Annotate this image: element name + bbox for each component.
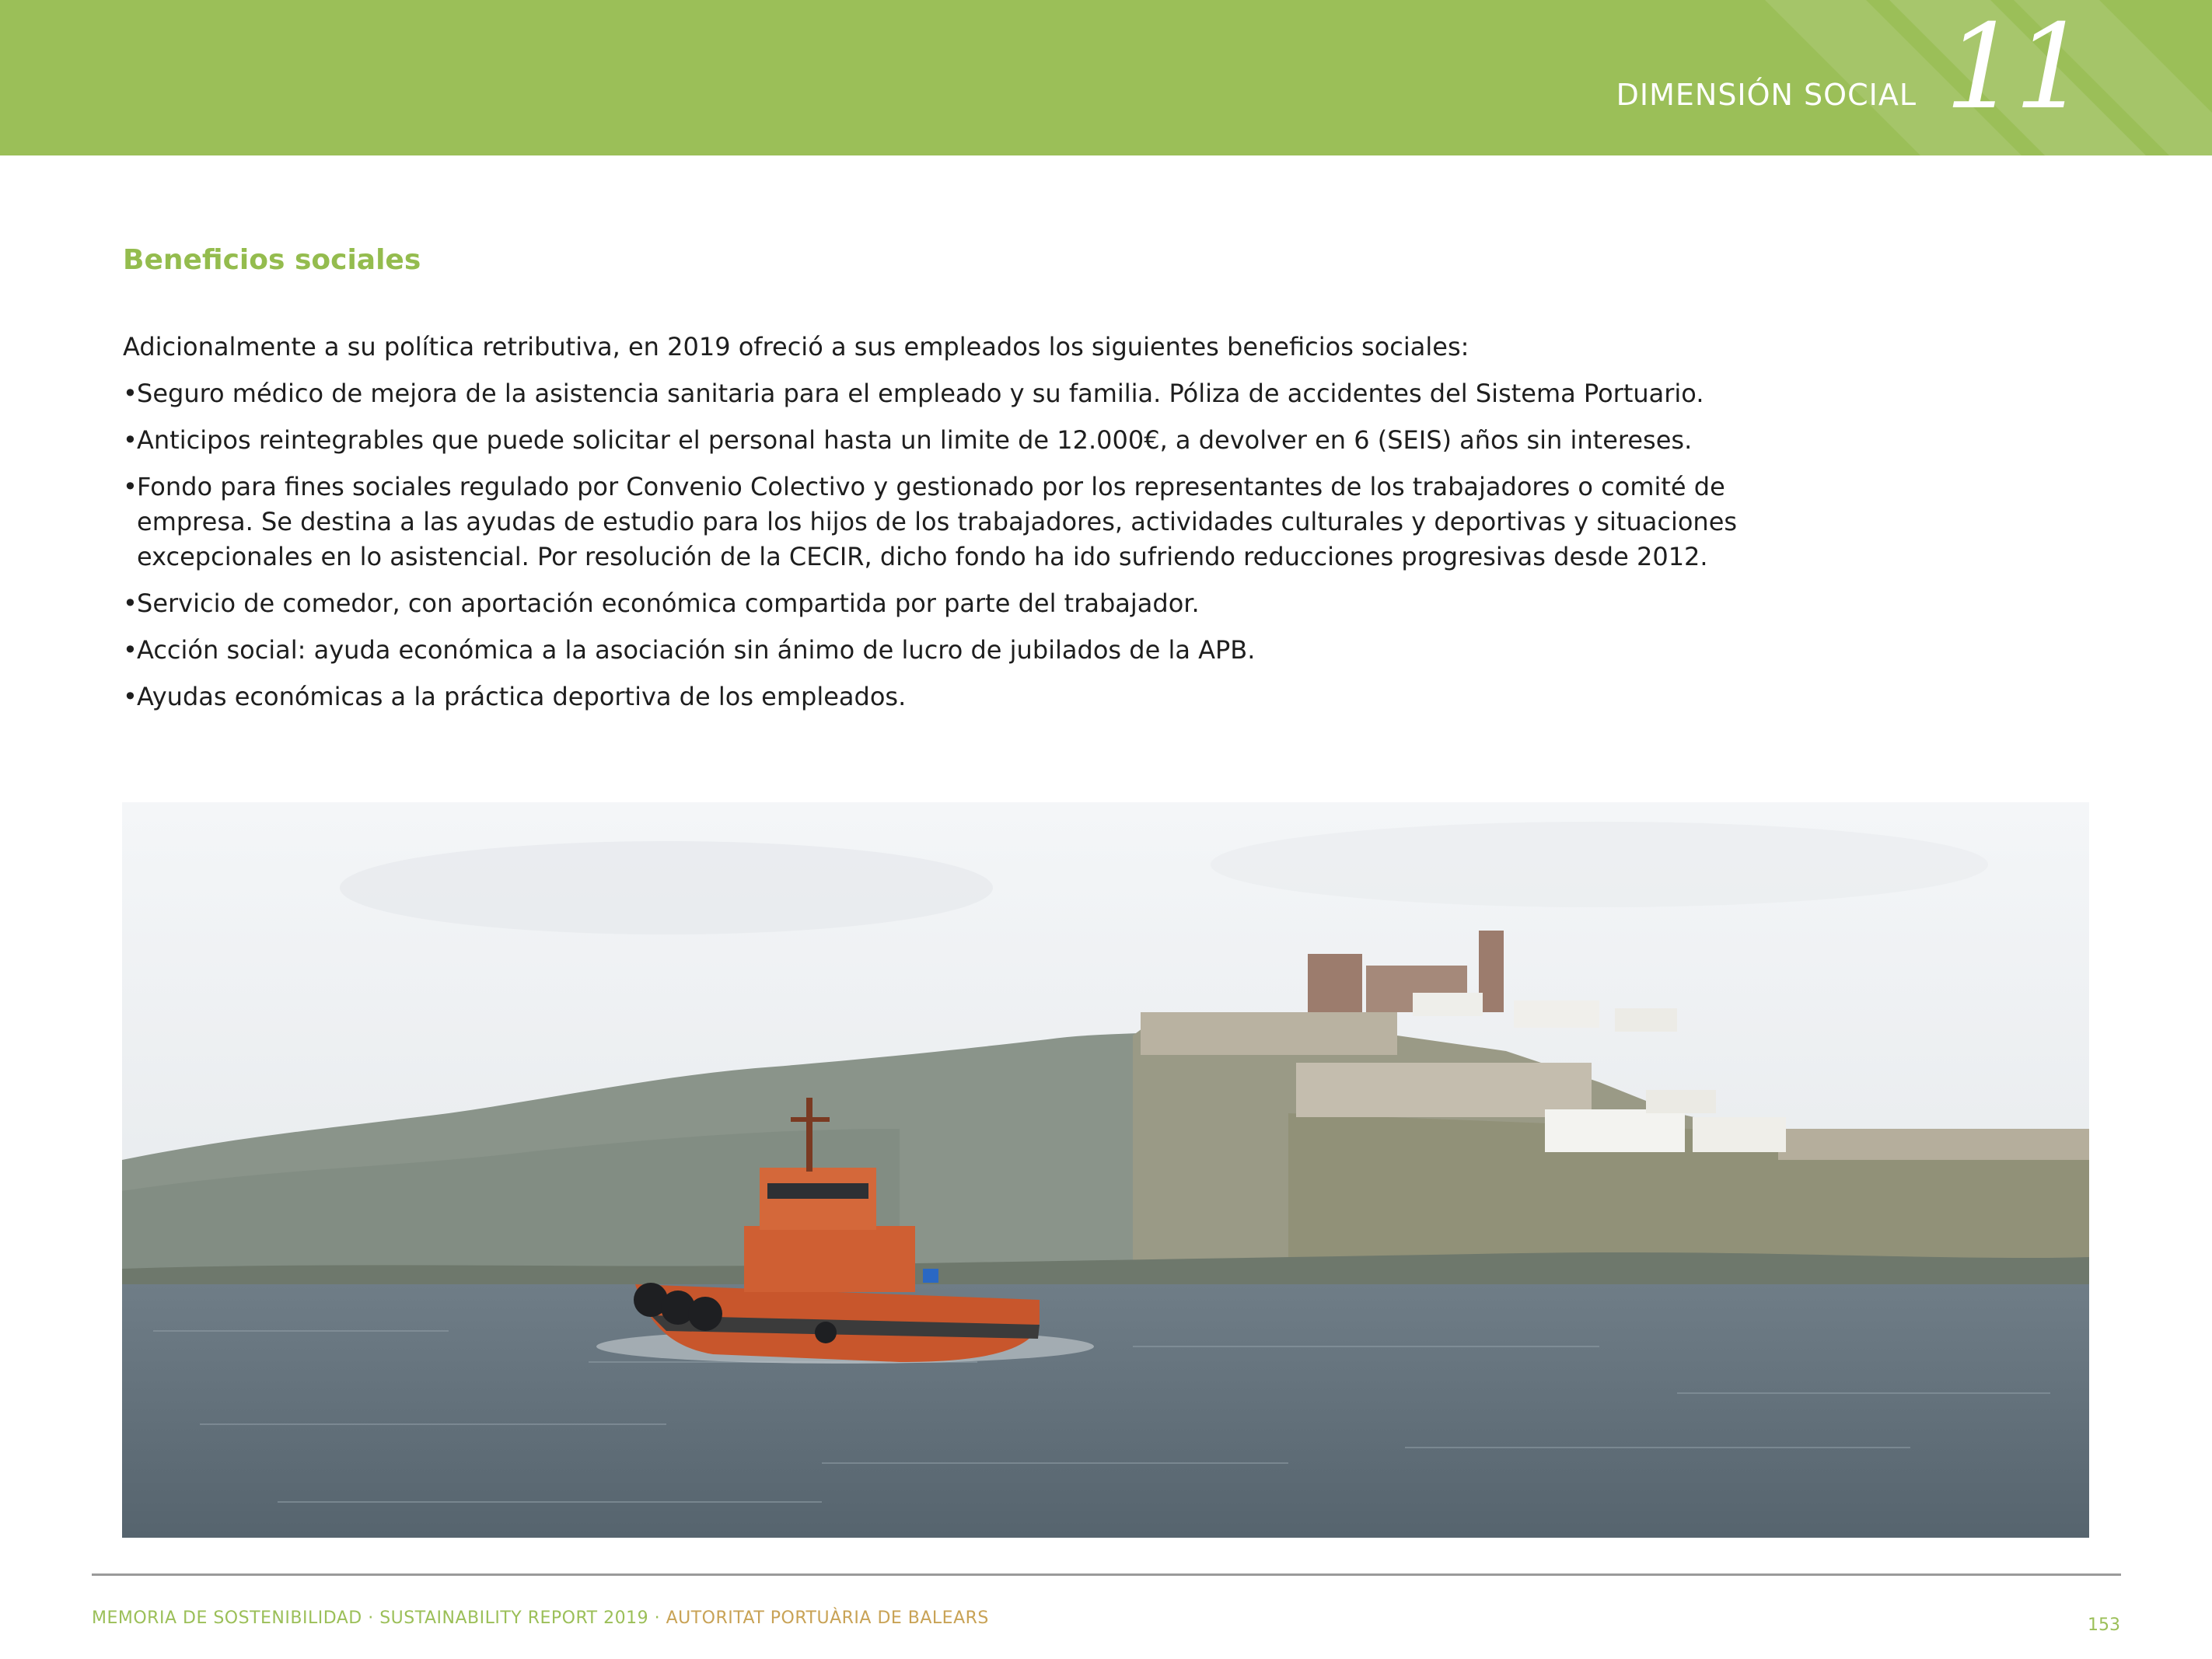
list-item: • Anticipos reintegrables que puede solicitar el personal hasta un limite de 12.000€, a devolver en 6 (SEIS) años sin intereses. — [123, 423, 1771, 458]
footer-divider — [92, 1573, 2121, 1576]
header-band — [0, 0, 2212, 155]
section-title: DIMENSIÓN SOCIAL — [1616, 78, 1917, 112]
footer-text — [92, 1608, 989, 1628]
footer-organization: AUTORITAT PORTUÀRIA DE BALEARS — [666, 1608, 989, 1628]
list-item: • Seguro médico de mejora de la asistencia sanitaria para el empleado y su familia. Póliza de accidentes del Sistema Portuario. — [123, 376, 1771, 411]
list-item: • Servicio de comedor, con aportación económica compartida por parte del trabajador. — [123, 586, 1771, 621]
chapter-number: 11 — [1945, 0, 2084, 135]
harbor-photo — [122, 802, 2089, 1538]
list-item: • Acción social: ayuda económica a la asociación sin ánimo de lucro de jubilados de la APB. — [123, 633, 1771, 668]
section-heading: Beneficios sociales — [123, 244, 421, 276]
list-item: • Ayudas económicas a la práctica deportiva de los empleados. — [123, 679, 1771, 714]
list-item: • Fondo para fines sociales regulado por Convenio Colectivo y gestionado por los representantes de los trabajadores o comité de empresa. Se destina a las ayudas de estudio para los hijos de los trabajadores, actividades culturales y deportivas y situaciones excepcionales en lo asistencial. Por resolución de la CECIR, dicho fondo ha ido sufriendo reducciones progresivas desde 2012. — [123, 470, 1771, 575]
page-number: 153 — [2088, 1615, 2120, 1635]
benefits-list — [123, 376, 1771, 726]
tugboat-harbor-illustration — [122, 802, 2089, 1538]
footer-report-title: MEMORIA DE SOSTENIBILIDAD · SUSTAINABILITY REPORT 2019 · — [92, 1608, 666, 1628]
intro-paragraph: Adicionalmente a su política retributiva, en 2019 ofreció a sus empleados los siguientes beneficios sociales: — [123, 332, 1469, 361]
